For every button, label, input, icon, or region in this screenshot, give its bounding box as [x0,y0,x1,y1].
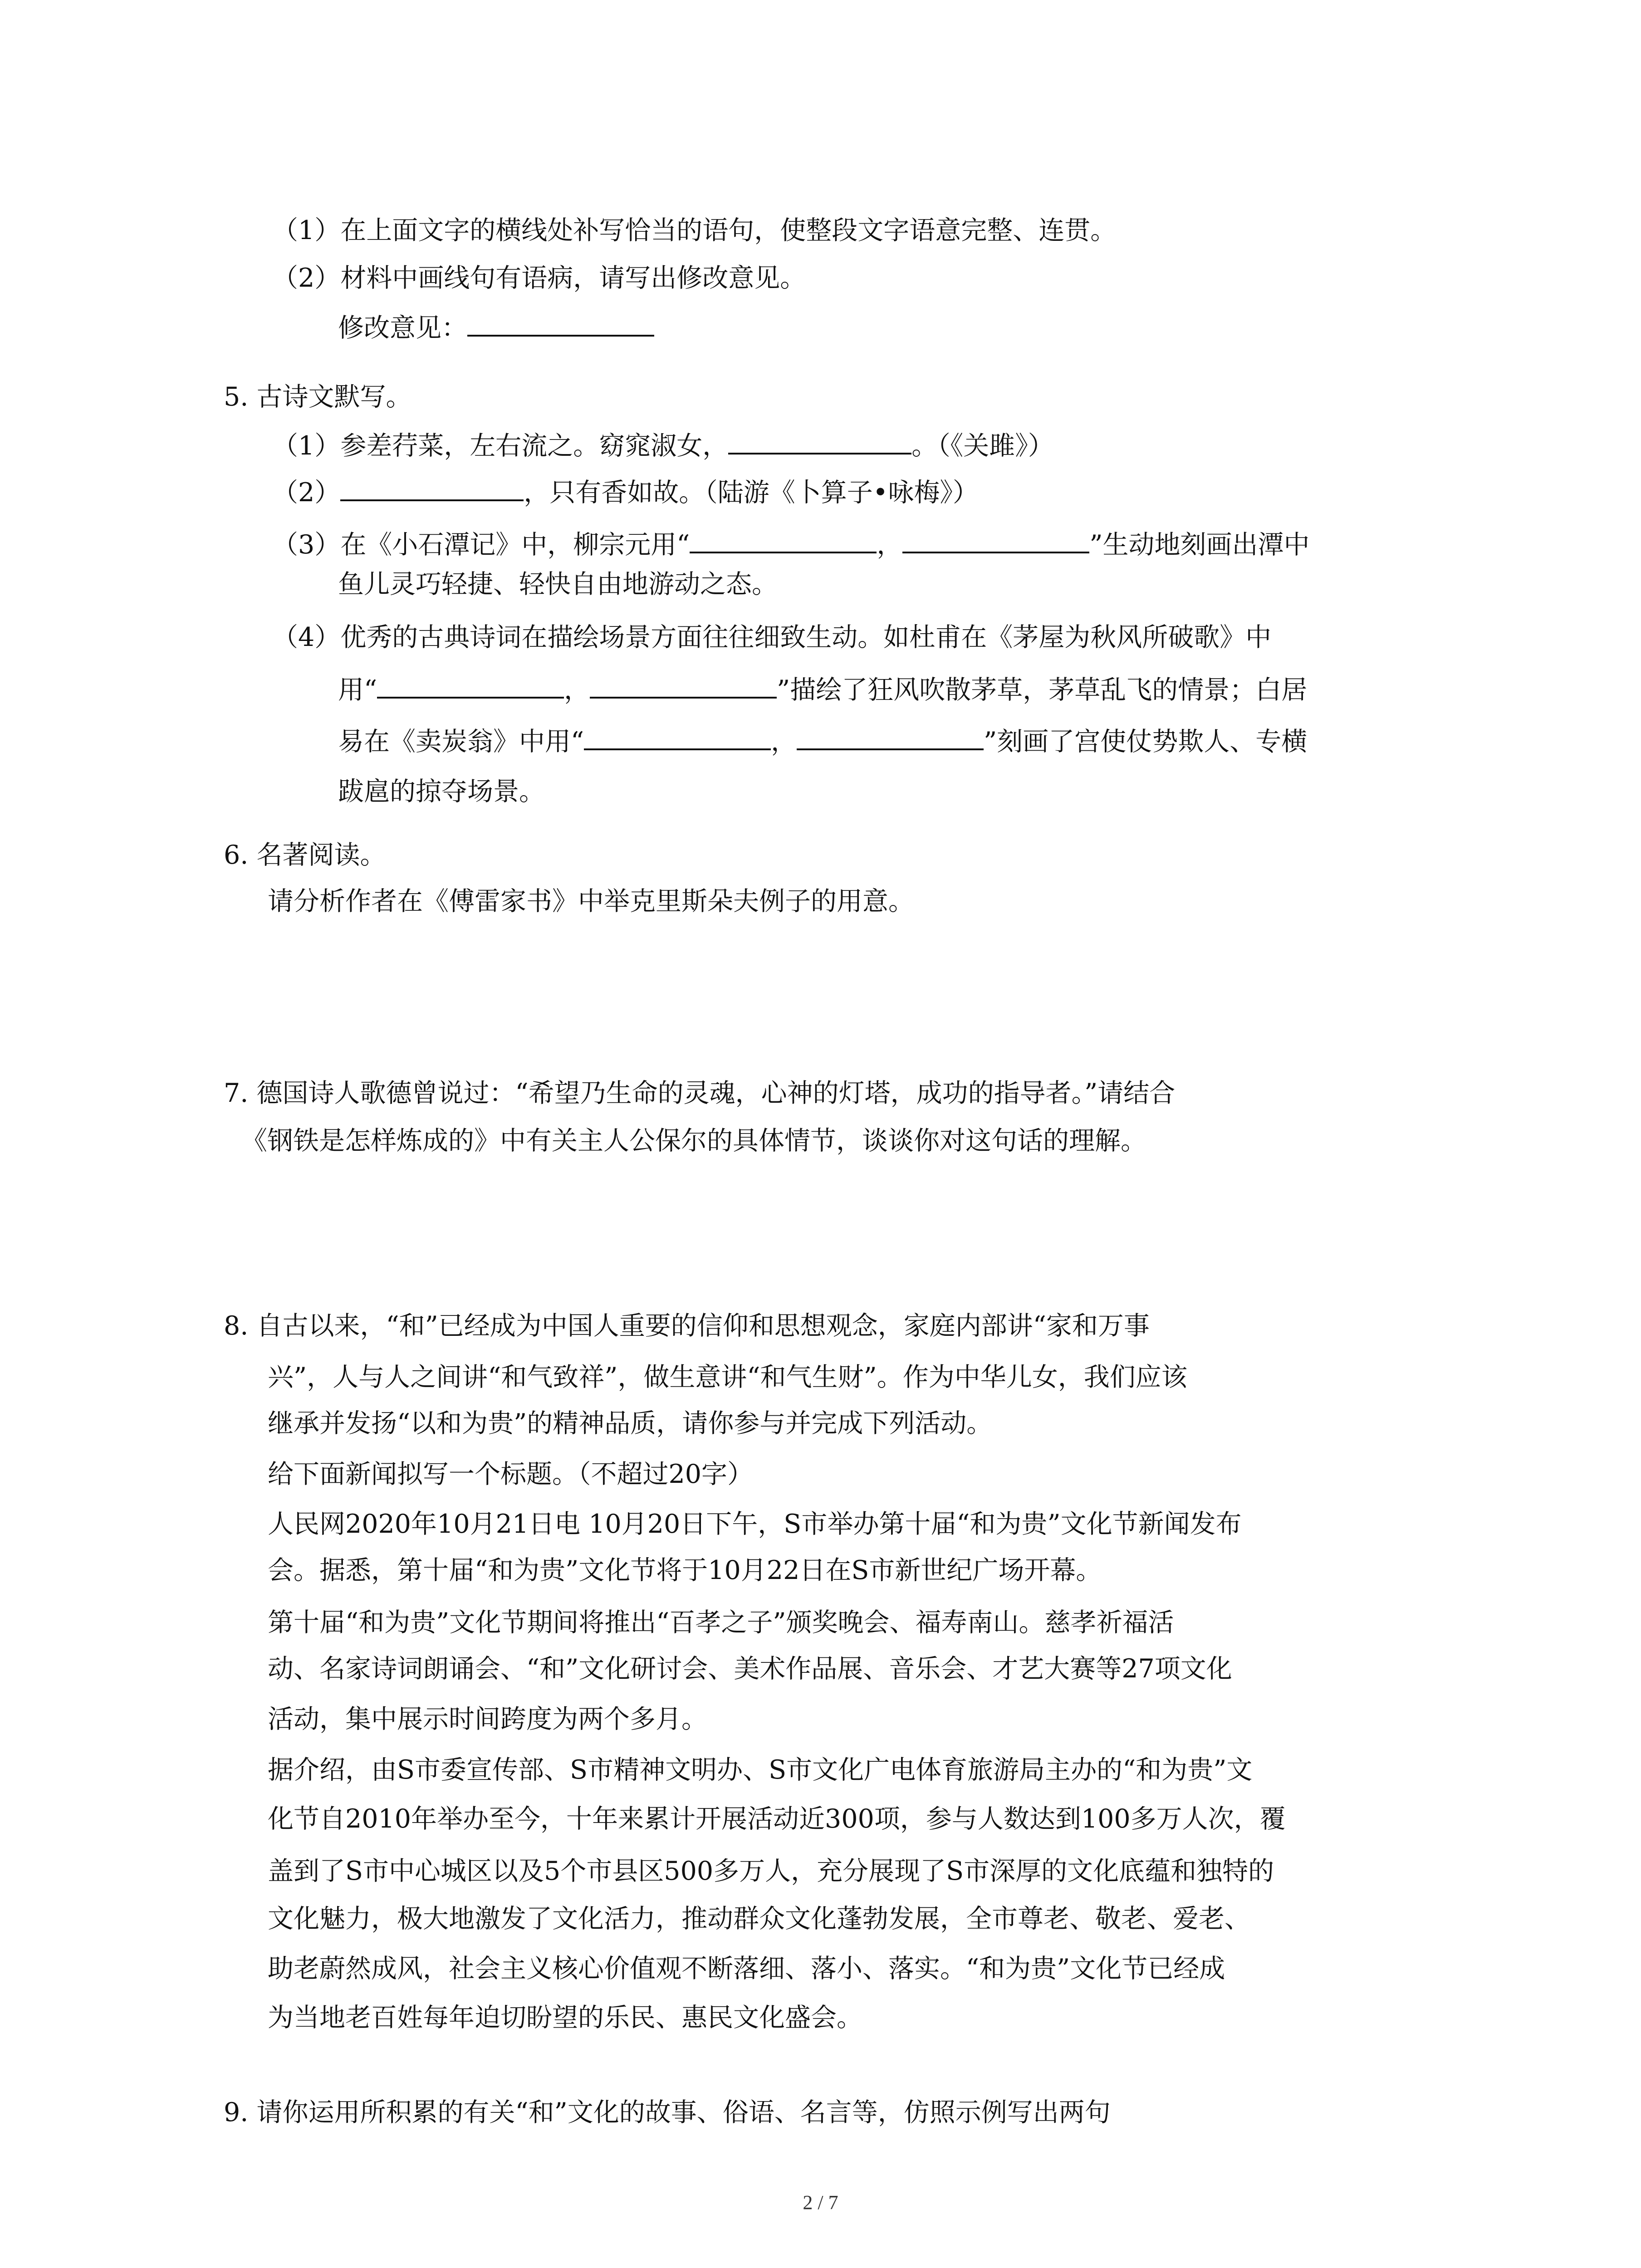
q8-line8: 动、名家诗词朗诵会、“和”文化研讨会、美术作品展、音乐会、才艺大赛等27项文化 [268,1654,1232,1684]
answer-blank[interactable] [797,722,984,750]
answer-blank[interactable] [690,525,877,553]
q8-line2: 兴”，人与人之间讲“和气致祥”，做生意讲“和气生财”。作为中华儿女，我们应该 [268,1362,1187,1392]
answer-blank[interactable] [340,473,524,501]
q7-line2: 《钢铁是怎样炼成的》中有关主人公保尔的具体情节，谈谈你对这句话的理解。 [241,1126,1146,1156]
q4-sub2-label: 修改意见： [338,313,467,343]
q5-sub3-line1 [272,525,1310,563]
q4-sub2-answer [338,308,654,346]
q8-line3: 继承并发扬“以和为贵”的精神品质，请你参与并完成下列活动。 [268,1408,993,1438]
q8-line14: 助老蔚然成风，社会主义核心价值观不断落细、落小、落实。“和为贵”文化节已经成 [268,1954,1225,1984]
q5-sub3-line2: 鱼儿灵巧轻捷、轻快自由地游动之态。 [338,569,778,599]
answer-blank[interactable] [728,426,911,455]
q5-sub4-line3 [338,722,1307,760]
q5-sub3-text-b: ”生动地刻画出潭中 [1089,530,1310,560]
answer-blank[interactable] [902,525,1089,553]
q8-line4: 给下面新闻拟写一个标题。（不超过20字） [268,1459,754,1489]
q5-sub4-l2-sep: ， [564,675,590,705]
q5-sub2 [272,473,979,511]
q8-line7: 第十届“和为贵”文化节期间将推出“百孝之子”颁奖晚会、福寿南山。慈孝祈福活 [268,1608,1174,1637]
q7-line1: 7. 德国诗人歌德曾说过：“希望乃生命的灵魂，心神的灯塔，成功的指导者。”请结合 [224,1078,1176,1108]
q9-line1: 9. 请你运用所积累的有关“和”文化的故事、俗语、名言等，仿照示例写出两句 [224,2097,1111,2127]
q5-sub2-text-b: ，只有香如故。（陆游《卜算子•咏梅》） [524,478,979,508]
q8-line10: 据介绍，由S市委宣传部、S市精神文明办、S市文化广电体育旅游局主办的“和为贵”文 [268,1755,1253,1785]
q5-sub4-l3-sep: ， [771,727,797,757]
q4-sub1: （1）在上面文字的横线处补写恰当的语句，使整段文字语意完整、连贯。 [272,215,1117,245]
q5-sub3-sep: ， [877,530,903,560]
q4-sub2: （2）材料中画线句有语病，请写出修改意见。 [272,263,806,293]
page-number: 2 / 7 [803,2191,838,2214]
q5-sub4-l3-text-b: ”刻画了宫使仗势欺人、专横 [984,727,1308,757]
q8-line9: 活动，集中展示时间跨度为两个多月。 [268,1704,707,1734]
q5-sub4-l2-text-b: ”描绘了狂风吹散茅草，茅草乱飞的情景；白居 [777,675,1308,705]
q5-sub4-line4: 跋扈的掠夺场景。 [338,777,545,807]
q8-line12: 盖到了S市中心城区以及5个市县区500多万人，充分展现了S市深厚的文化底蕴和独特的 [268,1856,1274,1886]
q6-text: 请分析作者在《傅雷家书》中举克里斯朵夫例子的用意。 [268,886,914,916]
q8-line11: 化节自2010年举办至今，十年来累计开展活动近300项，参与人数达到100多万人次，覆 [268,1804,1286,1834]
q8-line5: 人民网2020年10月21日电 10月20日下午，S市举办第十届“和为贵”文化节新闻发布 [268,1509,1242,1539]
q5-title: 5. 古诗文默写。 [224,382,412,412]
q5-sub4-line2 [338,670,1307,708]
answer-blank[interactable] [584,722,771,750]
q5-sub4-line1: （4）优秀的古典诗词在描绘场景方面往往细致生动。如杜甫在《茅屋为秋风所破歌》中 [272,622,1272,652]
q5-sub1 [272,426,1054,464]
answer-blank[interactable] [467,308,654,337]
q5-sub4-l2-text-a: 用“ [338,675,377,705]
q5-sub1-text-a: （1）参差荇菜，左右流之。窈窕淑女， [272,431,729,461]
answer-blank[interactable] [590,670,777,699]
q5-sub1-text-b: 。（《关雎》） [911,431,1054,461]
q5-sub3-text-a: （3）在《小石潭记》中，柳宗元用“ [272,530,690,560]
q8-line15: 为当地老百姓每年迫切盼望的乐民、惠民文化盛会。 [268,2003,862,2033]
q5-sub2-text-a: （2） [272,478,341,508]
q8-line1: 8. 自古以来，“和”已经成为中国人重要的信仰和思想观念，家庭内部讲“家和万事 [224,1311,1150,1341]
q5-sub4-l3-text-a: 易在《卖炭翁》中用“ [338,727,584,757]
q8-line6: 会。据悉，第十届“和为贵”文化节将于10月22日在S市新世纪广场开幕。 [268,1555,1102,1585]
q6-title: 6. 名著阅读。 [224,840,386,870]
answer-blank[interactable] [377,670,564,699]
q8-line13: 文化魅力，极大地激发了文化活力，推动群众文化蓬勃发展，全市尊老、敬老、爱老、 [268,1904,1250,1934]
